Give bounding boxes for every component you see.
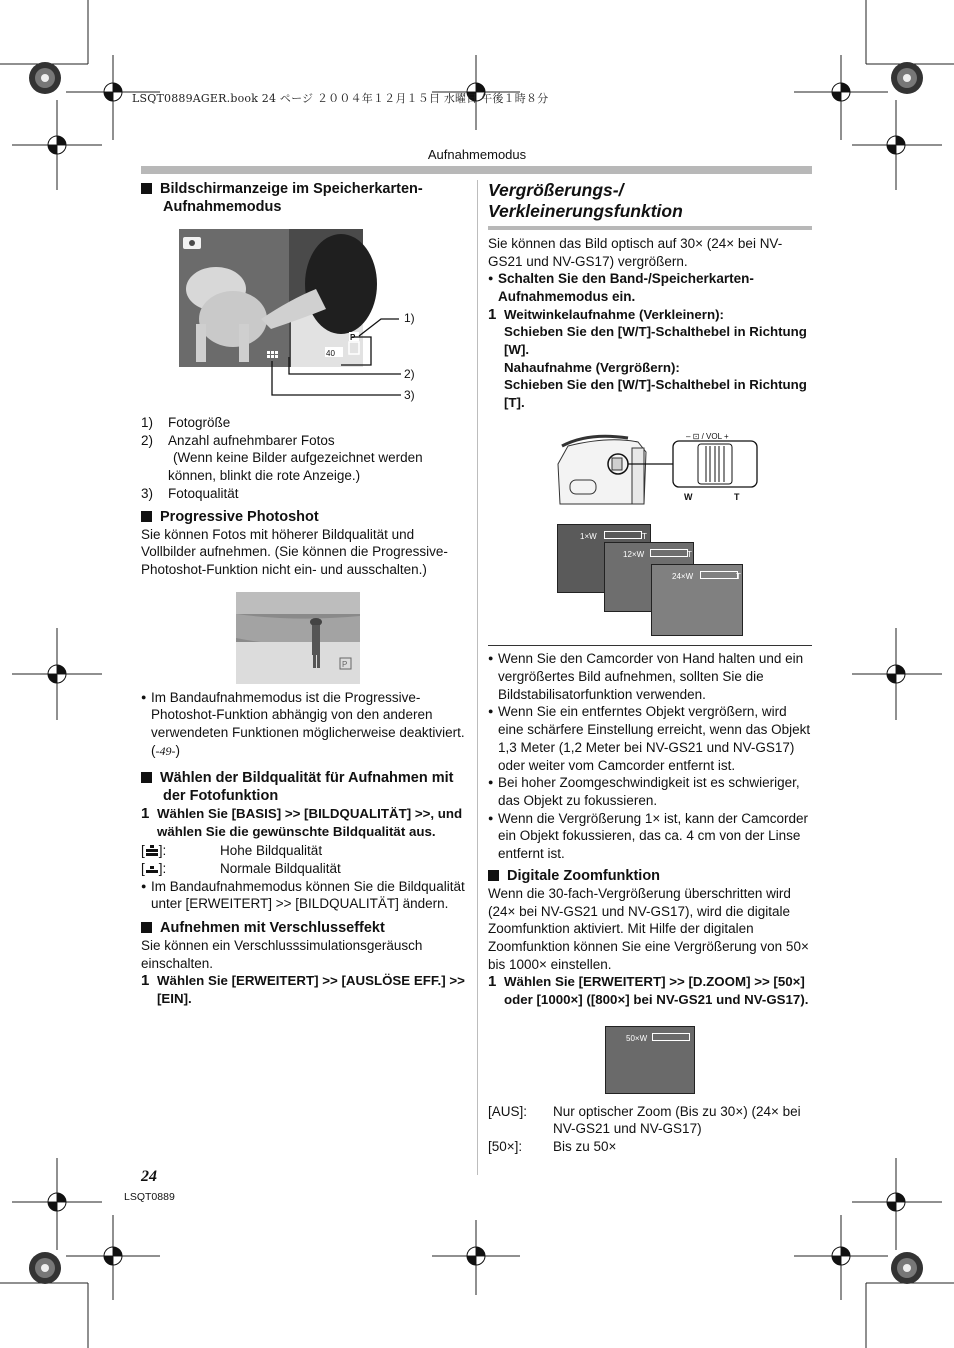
beach-figure: [141, 592, 467, 684]
normal-quality-icon: [145, 863, 159, 874]
progressive-note: ● Im Bandaufnahmemodus ist die Progressive-Photoshot-Funktion abhängig von den anderen verwendeten Funktionen möglicherweise deaktiviert. (-49-): [141, 689, 467, 761]
shutter-text: Sie können ein Verschlusssimulationsgeräusch einschalten.: [141, 938, 423, 971]
callout-1: 1): [404, 311, 415, 325]
square-bullet-icon: [141, 511, 152, 522]
zoom-sequence-figure: [488, 524, 812, 636]
size-icon-text: P: [350, 333, 356, 342]
right-column: [488, 180, 812, 1156]
lever-top-label: – ⊡ / VOL +: [686, 432, 729, 442]
digital-zoom-step: 1 Wählen Sie [ERWEITERT] >> [D.ZOOM] >> [50×] oder [1000×] ([800×] bei NV-GS21 und NV-GS17).: [488, 973, 809, 1007]
print-meta-line: LSQT0889AGER.book 24 ページ ２００４年１２月１５日 水曜日 午後１時８分: [132, 92, 549, 105]
progressive-icon-text: P: [342, 659, 348, 669]
left-column: [141, 180, 467, 1008]
digital-zoom-text: Wenn die 30-fach-Vergrößerung überschritten wird (24× bei NV-GS21 und NV-GS17), wird die digitale Zoomfunktion aktiviert. Mit Hilfe der digitalen Zoomfunktion können Sie eine Vergrößerung von 50× bis 1000× einstellen.: [488, 885, 809, 972]
zoom-frame-1: 1×W T: [557, 524, 651, 593]
digital-zoom-frame: 50×W: [605, 1026, 695, 1094]
digital-zoom-figure: [488, 1026, 812, 1096]
section-heading-progressive: Progressive Photoshot: [141, 508, 467, 526]
quality-options: [141, 842, 467, 878]
option-row: [AUS]: Nur optischer Zoom (Bis zu 30×) (24× bei NV-GS21 und NV-GS17): [488, 1103, 801, 1137]
section-heading-shutter: Aufnehmen mit Verschlusseffekt: [141, 919, 467, 937]
square-bullet-icon: [141, 922, 152, 933]
digital-zoom-options: [488, 1103, 812, 1156]
quality-note: ● Im Bandaufnahmemodus können Sie die Bildqualität unter [ERWEITERT] >> [BILDQUALITÄT] ändern.: [141, 878, 467, 913]
section-heading-display: Bildschirmanzeige im Speicherkarten-Aufnahmemodus: [141, 180, 467, 216]
mode-bullet: ● Schalten Sie den Band-/Speicherkarten-Aufnahmemodus ein.: [488, 270, 812, 305]
option-row: [50×]: Bis zu 50×: [488, 1138, 617, 1154]
zoom-frame-2: 12×W T: [604, 542, 694, 612]
header-bar: [141, 166, 812, 174]
note-item: ● Wenn Sie den Camcorder von Hand halten und ein vergrößertes Bild aufnehmen, sollten Sie die Bildstabilisatorfunktion verwenden.: [488, 650, 812, 703]
camcorder-illustration: [548, 434, 818, 516]
note-item: ● Wenn die Vergrößerung 1× ist, kann der Camcorder ein Objekt fokussieren, das ca. 4 cm von der Linse entfernt ist.: [488, 810, 812, 863]
legend-row: 2) Anzahl aufnehmbarer Fotos: [141, 432, 335, 448]
shutter-step: 1 Wählen Sie [ERWEITERT] >> [AUSLÖSE EFF.] >> [EIN].: [141, 972, 465, 1007]
zoom-intro: Sie können das Bild optisch auf 30× (24× bei NV-GS21 und NV-GS17) vergrößern.: [488, 236, 783, 269]
zoom-step: 1 Weitwinkelaufnahme (Verkleinern): Schieben Sie den [W/T]-Schalthebel in Richtung [W]. Nahaufnahme (Vergrößern): Schieben Sie den [W/T]-Schalthebel in Richtung [T].: [488, 305, 807, 410]
note-item: ● Wenn Sie ein entferntes Objekt vergrößern, wird eine schärfere Einstellung erreicht, wenn das Objekt 1,3 Meter (1,2 Meter bei NV-GS21 und NV-GS17) oder weiter vom Camcorder entfernt ist.: [488, 703, 812, 774]
quality-row: [ ]: Normale Bildqualität: [141, 860, 341, 876]
callout-2: 2): [404, 367, 415, 381]
section-heading-quality: Wählen der Bildqualität für Aufnahmen mit der Fotofunktion: [141, 769, 467, 805]
square-bullet-icon: [141, 183, 152, 194]
quality-row: [ ]: Hohe Bildqualität: [141, 842, 323, 858]
square-bullet-icon: [141, 772, 152, 783]
callout-3: 3): [404, 388, 415, 402]
zoom-frame-3: 24×W T: [651, 564, 743, 636]
zoom-notes: [488, 650, 812, 862]
column-divider: [477, 180, 478, 1175]
beach-photo-illustration: [236, 592, 360, 684]
square-bullet-icon: [488, 870, 499, 881]
page-reference[interactable]: -49-: [155, 743, 176, 758]
lever-t-label: T: [734, 492, 740, 503]
section-heading-digital-zoom: Digitale Zoomfunktion: [488, 867, 812, 885]
page-number: 24: [141, 1168, 157, 1185]
page-header: Aufnahmemodus: [427, 147, 527, 162]
camera-screen-illustration: [141, 229, 431, 403]
screen-display-figure: [141, 229, 467, 403]
zoom-lever-figure: [488, 434, 812, 516]
note-item: ● Bei hoher Zoomgeschwindigkeit ist es schwieriger, das Objekt zu fokussieren.: [488, 774, 812, 809]
title-rule: [488, 226, 812, 230]
legend-row: (Wenn keine Bilder aufgezeichnet werden können, blinkt die rote Anzeige.): [168, 450, 423, 484]
section-rule: [488, 645, 812, 646]
legend-row: 3) Fotoqualität: [141, 485, 239, 501]
fine-quality-icon: [145, 845, 159, 856]
legend-row: 1) Fotogröße: [141, 415, 231, 430]
document-code: LSQT0889: [124, 1191, 175, 1203]
progressive-text: Sie können Fotos mit höherer Bildqualität und Vollbilder aufnehmen. (Sie können die Progressive-Photoshot-Funktion nicht ein- und ausschalten.): [141, 526, 448, 577]
zoom-section-title: Vergrößerungs-/ Verkleinerungsfunktion: [488, 180, 683, 221]
legend-list: [141, 414, 467, 503]
count-display: 40: [326, 349, 335, 358]
lever-w-label: W: [684, 492, 693, 503]
quality-step: 1 Wählen Sie [BASIS] >> [BILDQUALITÄT] >>, und wählen Sie die gewünschte Bildqualität aus.: [141, 805, 463, 840]
